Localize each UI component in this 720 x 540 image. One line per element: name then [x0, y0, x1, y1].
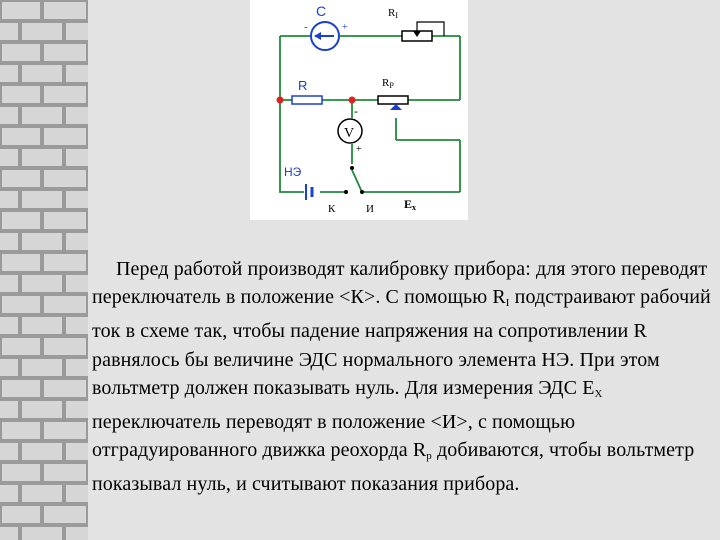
voltmeter-plus: + [356, 144, 362, 155]
description-paragraph: Перед работой производят калибровку прибора: для этого переводят переключатель в положение <К>. С помощью $R_I$ подстраивают рабочий ток в схеме так, чтобы падение напряжения на сопротивлении R равнялось бы величине ЭДС нормального элемента НЭ. При этом вольтметр должен показывать нуль. Для измерения ЭДС $E_X$ переключатель переводят в положение <И>, с помощью отградуированного движка реохорда $R_p$ добиваются, чтобы вольтметр показывал нуль, и считывают показания прибора. [92, 258, 711, 496]
circuit-svg [250, 0, 468, 220]
voltmeter-label: V [344, 126, 355, 141]
node-left [277, 97, 284, 104]
i-label: И [366, 203, 374, 215]
source-minus: - [304, 21, 308, 33]
circuit-diagram [250, 0, 468, 220]
resistor-r-icon [292, 96, 322, 104]
rp-label: RP [382, 77, 394, 90]
ne-label: НЭ [284, 165, 302, 179]
voltmeter-minus: - [354, 104, 358, 118]
rheostat-ri-icon [402, 22, 444, 41]
node-middle [349, 97, 356, 104]
rheochord-rp-icon [378, 96, 408, 104]
switch-contact-i [360, 190, 364, 194]
rp-slider-arrow-icon [390, 104, 402, 110]
source-label: С [316, 3, 327, 19]
ex-label: Ex [404, 197, 417, 212]
source-plus: + [342, 22, 348, 33]
ri-label: RI [388, 7, 399, 20]
k-label: К [328, 203, 336, 215]
brick-wall-decoration [0, 0, 88, 540]
normal-element-icon [306, 184, 312, 200]
r-label: R [298, 78, 308, 93]
switch-pivot [350, 166, 354, 170]
switch-contact-k [344, 190, 348, 194]
current-source-icon [311, 22, 339, 50]
